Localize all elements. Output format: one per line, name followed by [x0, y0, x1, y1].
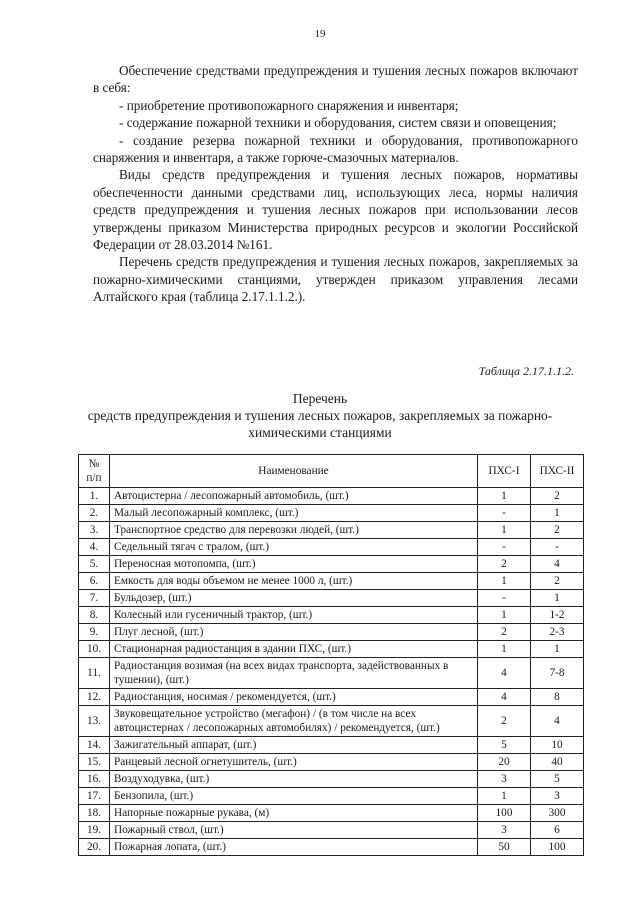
row-name: Транспортное средство для перевозки людей, (шт.) — [110, 522, 478, 539]
row-pkhs-2: 2-3 — [531, 624, 584, 641]
row-number: 9. — [79, 624, 110, 641]
row-number: 2. — [79, 505, 110, 522]
table-row — [79, 706, 584, 737]
row-pkhs-2: 7-8 — [531, 658, 584, 689]
row-name: Емкость для воды объемом не менее 1000 л, (шт.) — [110, 573, 478, 590]
row-pkhs-1: 2 — [478, 624, 531, 641]
row-name: Звуковещательное устройство (мегафон) / (в том числе на всех автоцистернах / лесопожарных автомобилях) / рекомендуется, (шт.) — [110, 706, 478, 737]
row-pkhs-2: 3 — [531, 788, 584, 805]
row-name: Седельный тягач с тралом, (шт.) — [110, 539, 478, 556]
table-row — [79, 805, 584, 822]
body-text — [93, 62, 578, 306]
row-number: 7. — [79, 590, 110, 607]
row-name: Автоцистерна / лесопожарный автомобиль, (шт.) — [110, 488, 478, 505]
paragraph-item-3: - создание резерва пожарной техники и оборудования, противопожарного снаряжения и инвентаря, а также горюче-смазочных материалов. — [93, 132, 578, 166]
row-pkhs-1: 50 — [478, 839, 531, 856]
row-name: Воздуходувка, (шт.) — [110, 771, 478, 788]
row-name: Радиостанция возимая (на всех видах транспорта, задействованных в тушении), (шт.) — [110, 658, 478, 689]
row-pkhs-2: 10 — [531, 737, 584, 754]
row-number: 10. — [79, 641, 110, 658]
paragraph-intro: Обеспечение средствами предупреждения и тушения лесных пожаров включают в себя: — [93, 63, 578, 96]
row-number: 11. — [79, 658, 110, 689]
row-name: Малый лесопожарный комплекс, (шт.) — [110, 505, 478, 522]
row-pkhs-2: 4 — [531, 706, 584, 737]
table-header-row — [79, 455, 584, 488]
table-subtitle: средств предупреждения и тушения лесных пожаров, закрепляемых за пожарно-химическими станциями — [87, 408, 553, 440]
row-number: 6. — [79, 573, 110, 590]
row-name: Плуг лесной, (шт.) — [110, 624, 478, 641]
table-row — [79, 522, 584, 539]
row-pkhs-1: 4 — [478, 689, 531, 706]
header-pkhs-1: ПХС-I — [478, 455, 531, 488]
table-row — [79, 689, 584, 706]
row-number: 3. — [79, 522, 110, 539]
row-pkhs-1: 3 — [478, 771, 531, 788]
row-number: 16. — [79, 771, 110, 788]
row-name: Пожарная лопата, (шт.) — [110, 839, 478, 856]
table-heading — [0, 390, 640, 441]
row-pkhs-1: 1 — [478, 573, 531, 590]
table-caption: Таблица 2.17.1.1.2. — [478, 364, 574, 378]
row-pkhs-1: 1 — [478, 641, 531, 658]
table-row — [79, 771, 584, 788]
table-row — [79, 839, 584, 856]
row-pkhs-1: 4 — [478, 658, 531, 689]
row-name: Зажигательный аппарат, (шт.) — [110, 737, 478, 754]
row-name: Переносная мотопомпа, (шт.) — [110, 556, 478, 573]
row-pkhs-1: 2 — [478, 556, 531, 573]
row-pkhs-1: 2 — [478, 706, 531, 737]
row-name: Бульдозер, (шт.) — [110, 590, 478, 607]
row-number: 15. — [79, 754, 110, 771]
row-pkhs-2: 1 — [531, 641, 584, 658]
row-number: 19. — [79, 822, 110, 839]
row-pkhs-2: 2 — [531, 522, 584, 539]
row-pkhs-2: 5 — [531, 771, 584, 788]
paragraph-item-2: - содержание пожарной техники и оборудования, систем связи и оповещения; — [119, 115, 557, 131]
table-body — [79, 488, 584, 856]
paragraph-item-1: - приобретение противопожарного снаряжения и инвентаря; — [119, 97, 459, 113]
table-row — [79, 641, 584, 658]
row-pkhs-2: 4 — [531, 556, 584, 573]
row-name: Бензопила, (шт.) — [110, 788, 478, 805]
header-pkhs-2: ПХС-II — [531, 455, 584, 488]
row-pkhs-2: 40 — [531, 754, 584, 771]
table-title: Перечень — [292, 391, 348, 406]
row-pkhs-1: - — [478, 539, 531, 556]
row-name: Пожарный ствол, (шт.) — [110, 822, 478, 839]
table-row — [79, 556, 584, 573]
row-pkhs-1: 20 — [478, 754, 531, 771]
row-pkhs-2: 1 — [531, 505, 584, 522]
row-pkhs-1: 3 — [478, 822, 531, 839]
row-number: 18. — [79, 805, 110, 822]
row-number: 20. — [79, 839, 110, 856]
stations-table — [78, 454, 584, 856]
row-pkhs-2: 300 — [531, 805, 584, 822]
table-row — [79, 488, 584, 505]
row-pkhs-2: 8 — [531, 689, 584, 706]
row-pkhs-2: 6 — [531, 822, 584, 839]
row-number: 5. — [79, 556, 110, 573]
row-number: 8. — [79, 607, 110, 624]
table-row — [79, 822, 584, 839]
row-pkhs-1: 1 — [478, 488, 531, 505]
row-pkhs-2: 100 — [531, 839, 584, 856]
row-pkhs-1: 100 — [478, 805, 531, 822]
row-number: 12. — [79, 689, 110, 706]
table-row — [79, 590, 584, 607]
row-name: Стационарная радиостанция в здании ПХС, (шт.) — [110, 641, 478, 658]
page-number: 19 — [314, 28, 326, 40]
row-name: Ранцевый лесной огнетушитель, (шт.) — [110, 754, 478, 771]
table-row — [79, 754, 584, 771]
row-pkhs-1: 1 — [478, 522, 531, 539]
row-pkhs-1: - — [478, 590, 531, 607]
header-name: Наименование — [110, 455, 478, 488]
table-row — [79, 737, 584, 754]
row-pkhs-1: 5 — [478, 737, 531, 754]
header-number: № п/п — [79, 455, 110, 488]
row-name: Радиостанция, носимая / рекомендуется, (шт.) — [110, 689, 478, 706]
row-pkhs-2: 2 — [531, 573, 584, 590]
table-row — [79, 624, 584, 641]
table-row — [79, 607, 584, 624]
table-row — [79, 573, 584, 590]
table-row — [79, 658, 584, 689]
row-name: Напорные пожарные рукава, (м) — [110, 805, 478, 822]
row-pkhs-1: - — [478, 505, 531, 522]
row-name: Колесный или гусеничный трактор, (шт.) — [110, 607, 478, 624]
row-pkhs-1: 1 — [478, 788, 531, 805]
row-number: 13. — [79, 706, 110, 737]
row-number: 1. — [79, 488, 110, 505]
row-pkhs-1: 1 — [478, 607, 531, 624]
table-row — [79, 788, 584, 805]
row-pkhs-2: 2 — [531, 488, 584, 505]
row-number: 17. — [79, 788, 110, 805]
row-number: 4. — [79, 539, 110, 556]
row-number: 14. — [79, 737, 110, 754]
row-pkhs-2: - — [531, 539, 584, 556]
table-row — [79, 539, 584, 556]
row-pkhs-2: 1 — [531, 590, 584, 607]
paragraph-list-reference: Перечень средств предупреждения и тушения лесных пожаров, закрепляемых за пожарно-химическими станциями, утвержден приказом управления лесами Алтайского края (таблица 2.17.1.1.2.). — [93, 254, 578, 305]
paragraph-norms: Виды средств предупреждения и тушения лесных пожаров, нормативы обеспеченности данными средствами лиц, использующих леса, нормы наличия средств предупреждения и тушения лесных пожаров при использовании лесов утверждены приказом Министерства природных ресурсов и экологии Российской Федерации от 28.03.2014 №161. — [93, 167, 578, 253]
row-pkhs-2: 1-2 — [531, 607, 584, 624]
table-row — [79, 505, 584, 522]
